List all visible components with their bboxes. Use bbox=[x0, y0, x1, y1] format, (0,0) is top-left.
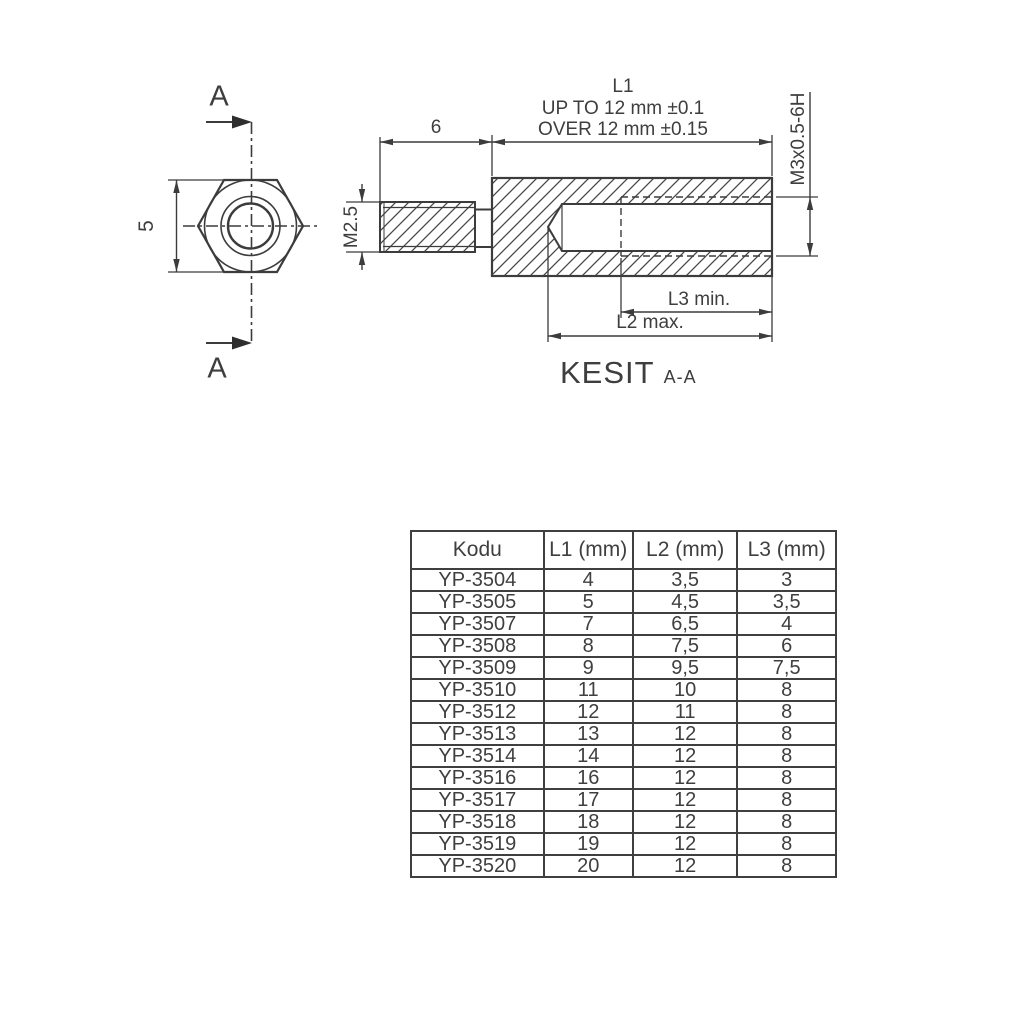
section-label-top: A bbox=[209, 80, 229, 113]
table-row bbox=[411, 591, 836, 613]
cell-kodu: YP-3520 bbox=[411, 855, 544, 877]
dimL3-arrow-right bbox=[759, 309, 772, 315]
cell-l3: 3 bbox=[737, 569, 836, 591]
cell-l3: 8 bbox=[737, 701, 836, 723]
cell-l1: 5 bbox=[544, 591, 633, 613]
cell-l3: 8 bbox=[737, 745, 836, 767]
cell-l2: 7,5 bbox=[633, 635, 738, 657]
cell-l2: 12 bbox=[633, 723, 738, 745]
cell-l2: 10 bbox=[633, 679, 738, 701]
cell-l2: 12 bbox=[633, 811, 738, 833]
table-row bbox=[411, 767, 836, 789]
section-title-text: KESIT bbox=[560, 355, 655, 390]
cell-l3: 3,5 bbox=[737, 591, 836, 613]
column-header-l2: L2 (mm) bbox=[633, 531, 738, 569]
l1-tolerance-line2: OVER 12 mm ±0.15 bbox=[538, 118, 708, 140]
table-row bbox=[411, 679, 836, 701]
dimL2-arrow-left bbox=[548, 333, 561, 339]
cell-l1: 18 bbox=[544, 811, 633, 833]
cell-l2: 12 bbox=[633, 745, 738, 767]
stud-neck bbox=[475, 210, 492, 248]
cell-l2: 12 bbox=[633, 767, 738, 789]
body-hatch-fill bbox=[492, 178, 772, 276]
spec-table bbox=[410, 530, 837, 878]
table-row bbox=[411, 701, 836, 723]
cell-l2: 12 bbox=[633, 833, 738, 855]
body-thread-label: M3x0.5-6H bbox=[788, 92, 809, 186]
cell-l3: 7,5 bbox=[737, 657, 836, 679]
table-row bbox=[411, 745, 836, 767]
table-row bbox=[411, 789, 836, 811]
cell-l2: 12 bbox=[633, 855, 738, 877]
cell-l3: 8 bbox=[737, 811, 836, 833]
table-row bbox=[411, 811, 836, 833]
cell-l2: 6,5 bbox=[633, 613, 738, 635]
m3-arrow-top bbox=[807, 197, 813, 210]
stud-thread-label: M2.5 bbox=[341, 205, 362, 249]
table-row bbox=[411, 723, 836, 745]
m25-arrow-bottom bbox=[359, 252, 365, 265]
l3-dim-label: L3 min. bbox=[667, 289, 731, 310]
cell-l1: 14 bbox=[544, 745, 633, 767]
section-title bbox=[560, 355, 697, 391]
table-row bbox=[411, 613, 836, 635]
table-row bbox=[411, 635, 836, 657]
table-header-row bbox=[411, 531, 836, 569]
dimL1-arrow-left bbox=[492, 139, 505, 145]
section-arrow-top-head bbox=[232, 116, 252, 129]
cell-l3: 8 bbox=[737, 789, 836, 811]
dimL1-arrow-right bbox=[759, 139, 772, 145]
l2-dim-label: L2 max. bbox=[616, 312, 684, 333]
cell-l2: 3,5 bbox=[633, 569, 738, 591]
cell-kodu: YP-3512 bbox=[411, 701, 544, 723]
cell-l2: 11 bbox=[633, 701, 738, 723]
section-label-bottom: A bbox=[207, 352, 227, 385]
cell-l1: 20 bbox=[544, 855, 633, 877]
cell-l1: 9 bbox=[544, 657, 633, 679]
stud-outline bbox=[380, 202, 475, 252]
cell-kodu: YP-3514 bbox=[411, 745, 544, 767]
l1-tolerance-line1: UP TO 12 mm ±0.1 bbox=[541, 97, 705, 119]
internal-thread-dashed-lines bbox=[621, 197, 772, 256]
m25-arrow-top bbox=[359, 189, 365, 202]
hex-width-dim-label: 5 bbox=[135, 220, 158, 232]
cell-l3: 8 bbox=[737, 679, 836, 701]
table-row bbox=[411, 855, 836, 877]
cell-l1: 4 bbox=[544, 569, 633, 591]
column-header-kodu: Kodu bbox=[411, 531, 544, 569]
cell-kodu: YP-3504 bbox=[411, 569, 544, 591]
cell-l3: 4 bbox=[737, 613, 836, 635]
dimL2-arrow-right bbox=[759, 333, 772, 339]
cell-kodu: YP-3505 bbox=[411, 591, 544, 613]
cell-l3: 6 bbox=[737, 635, 836, 657]
stud-length-dim-label: 6 bbox=[430, 117, 442, 138]
cell-l3: 8 bbox=[737, 767, 836, 789]
section-title-ref: A-A bbox=[663, 367, 697, 387]
column-header-l3: L3 (mm) bbox=[737, 531, 836, 569]
table-row bbox=[411, 569, 836, 591]
cell-kodu: YP-3507 bbox=[411, 613, 544, 635]
cell-l1: 11 bbox=[544, 679, 633, 701]
cell-kodu: YP-3513 bbox=[411, 723, 544, 745]
cell-kodu: YP-3518 bbox=[411, 811, 544, 833]
cell-kodu: YP-3509 bbox=[411, 657, 544, 679]
cell-l1: 8 bbox=[544, 635, 633, 657]
cell-kodu: YP-3508 bbox=[411, 635, 544, 657]
cell-l3: 8 bbox=[737, 833, 836, 855]
cell-l3: 8 bbox=[737, 855, 836, 877]
cell-kodu: YP-3510 bbox=[411, 679, 544, 701]
cell-kodu: YP-3519 bbox=[411, 833, 544, 855]
table-row bbox=[411, 657, 836, 679]
l1-label: L1 bbox=[612, 75, 634, 97]
hex-end-view bbox=[168, 116, 318, 350]
l1-tolerance-note bbox=[538, 76, 708, 141]
dim5-arrow-down bbox=[173, 259, 179, 272]
table-row bbox=[411, 833, 836, 855]
m3-arrow-bottom bbox=[807, 243, 813, 256]
dim6-arrow-left bbox=[380, 139, 393, 145]
dim6-arrow-right bbox=[479, 139, 492, 145]
drill-hole-outline bbox=[548, 204, 772, 251]
cell-l2: 4,5 bbox=[633, 591, 738, 613]
cell-l1: 17 bbox=[544, 789, 633, 811]
cell-l2: 9,5 bbox=[633, 657, 738, 679]
cell-l3: 8 bbox=[737, 723, 836, 745]
cell-kodu: YP-3516 bbox=[411, 767, 544, 789]
cell-l1: 7 bbox=[544, 613, 633, 635]
cell-l1: 13 bbox=[544, 723, 633, 745]
cell-l1: 19 bbox=[544, 833, 633, 855]
dim5-arrow-up bbox=[173, 180, 179, 193]
cell-l1: 12 bbox=[544, 701, 633, 723]
column-header-l1: L1 (mm) bbox=[544, 531, 633, 569]
section-arrow-bottom-head bbox=[232, 337, 252, 350]
cell-l2: 12 bbox=[633, 789, 738, 811]
cell-kodu: YP-3517 bbox=[411, 789, 544, 811]
cell-l1: 16 bbox=[544, 767, 633, 789]
